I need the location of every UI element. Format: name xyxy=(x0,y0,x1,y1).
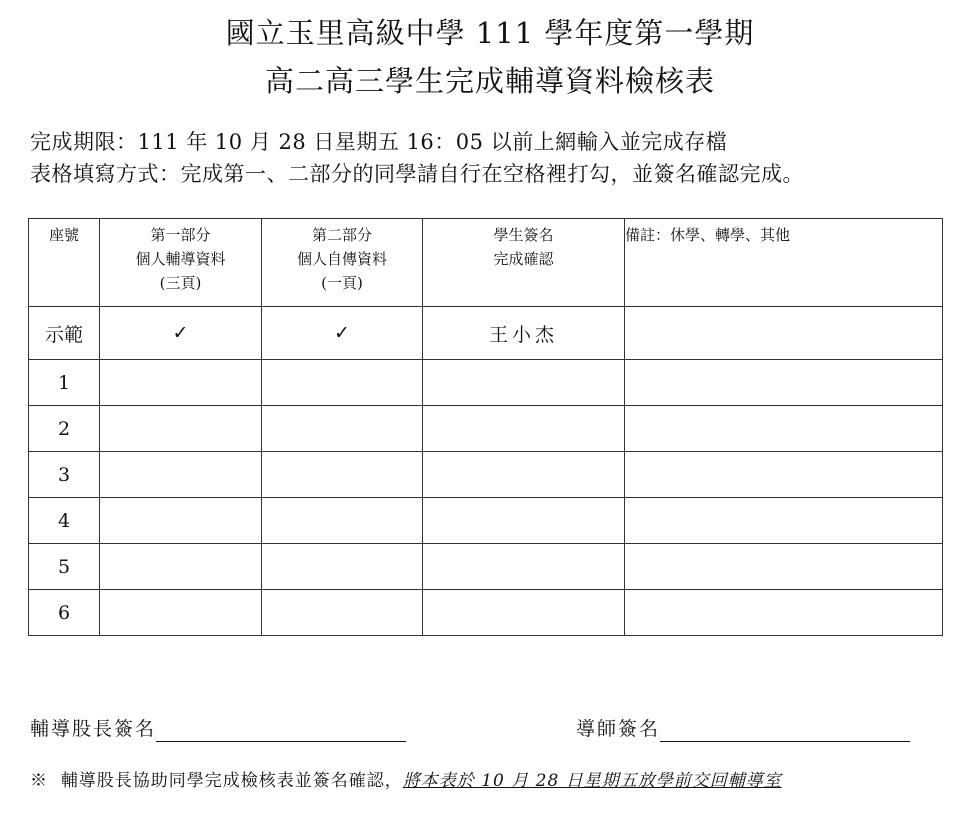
signature-cell[interactable] xyxy=(423,406,625,452)
signature-cell[interactable] xyxy=(423,360,625,406)
example-remarks xyxy=(625,307,943,360)
signature-cell[interactable] xyxy=(423,498,625,544)
signature-cell[interactable] xyxy=(423,544,625,590)
part2-cell[interactable] xyxy=(262,406,423,452)
header-signature-line1: 學生簽名 xyxy=(493,226,554,244)
table-row xyxy=(29,360,943,406)
table-row xyxy=(29,406,943,452)
note-emphasis: 將本表於 10 月 28 日星期五放學前交回輔導室 xyxy=(402,771,782,791)
header-remarks: 備註：休學、轉學、其他 xyxy=(625,219,943,307)
header-part2-line1: 第二部分 xyxy=(311,226,372,244)
remarks-cell[interactable] xyxy=(625,406,943,452)
part2-cell[interactable] xyxy=(262,360,423,406)
table-row xyxy=(29,498,943,544)
leader-signature-block xyxy=(30,716,406,742)
checklist-table xyxy=(28,218,943,636)
seat-number: 5 xyxy=(29,544,100,590)
header-part1-line2: 個人輔導資料 xyxy=(135,250,226,268)
part2-cell[interactable] xyxy=(262,590,423,636)
header-part2-line3: (一頁) xyxy=(321,274,363,292)
fill-method-text: 表格填寫方式：完成第一、二部分的同學請自行在空格裡打勾，並簽名確認完成。 xyxy=(30,162,804,186)
teacher-signature-label: 導師簽名 xyxy=(576,718,661,740)
remarks-cell[interactable] xyxy=(625,544,943,590)
seat-number: 3 xyxy=(29,452,100,498)
signature-cell[interactable] xyxy=(423,452,625,498)
part2-cell[interactable] xyxy=(262,544,423,590)
footer-note xyxy=(30,768,782,794)
part1-cell[interactable] xyxy=(100,544,262,590)
header-signature-line2: 完成確認 xyxy=(493,250,554,268)
part1-cell[interactable] xyxy=(100,590,262,636)
part1-cell[interactable] xyxy=(100,498,262,544)
remarks-cell[interactable] xyxy=(625,360,943,406)
deadline-text: 完成期限：111 年 10 月 28 日星期五 16：05 以前上網輸入並完成存檔 xyxy=(30,130,728,154)
teacher-signature-block xyxy=(576,716,910,742)
example-row xyxy=(29,307,943,360)
table-row xyxy=(29,544,943,590)
example-part2-check: ✓ xyxy=(262,307,423,360)
part1-cell[interactable] xyxy=(100,360,262,406)
header-seat: 座號 xyxy=(29,219,100,307)
remarks-cell[interactable] xyxy=(625,498,943,544)
note-mark: ※ xyxy=(30,771,48,791)
teacher-signature-line[interactable] xyxy=(660,721,910,742)
part1-cell[interactable] xyxy=(100,406,262,452)
leader-signature-label: 輔導股長簽名 xyxy=(30,718,157,740)
part2-cell[interactable] xyxy=(262,452,423,498)
remarks-cell[interactable] xyxy=(625,590,943,636)
example-part1-check: ✓ xyxy=(100,307,262,360)
table-row xyxy=(29,452,943,498)
part1-cell[interactable] xyxy=(100,452,262,498)
note-text: 輔導股長協助同學完成檢核表並簽名確認， xyxy=(60,771,403,791)
header-part1-line3: (三頁) xyxy=(159,274,202,292)
form-title-line2: 高二高三學生完成輔導資料檢核表 xyxy=(264,64,715,98)
header-part1 xyxy=(100,219,262,307)
header-signature xyxy=(423,219,625,307)
part2-cell[interactable] xyxy=(262,498,423,544)
seat-number: 2 xyxy=(29,406,100,452)
seat-number: 1 xyxy=(29,360,100,406)
header-part2 xyxy=(262,219,423,307)
seat-number: 4 xyxy=(29,498,100,544)
example-label: 示範 xyxy=(29,307,100,360)
seat-number: 6 xyxy=(29,590,100,636)
signature-cell[interactable] xyxy=(423,590,625,636)
form-title-line1: 國立玉里高級中學 111 學年度第一學期 xyxy=(225,16,755,50)
leader-signature-line[interactable] xyxy=(156,721,406,742)
example-signature: 王小杰 xyxy=(423,307,625,360)
table-header-row xyxy=(29,219,943,307)
table-row xyxy=(29,590,943,636)
header-part1-line1: 第一部分 xyxy=(150,226,211,244)
remarks-cell[interactable] xyxy=(625,452,943,498)
header-part2-line2: 個人自傳資料 xyxy=(296,250,387,268)
